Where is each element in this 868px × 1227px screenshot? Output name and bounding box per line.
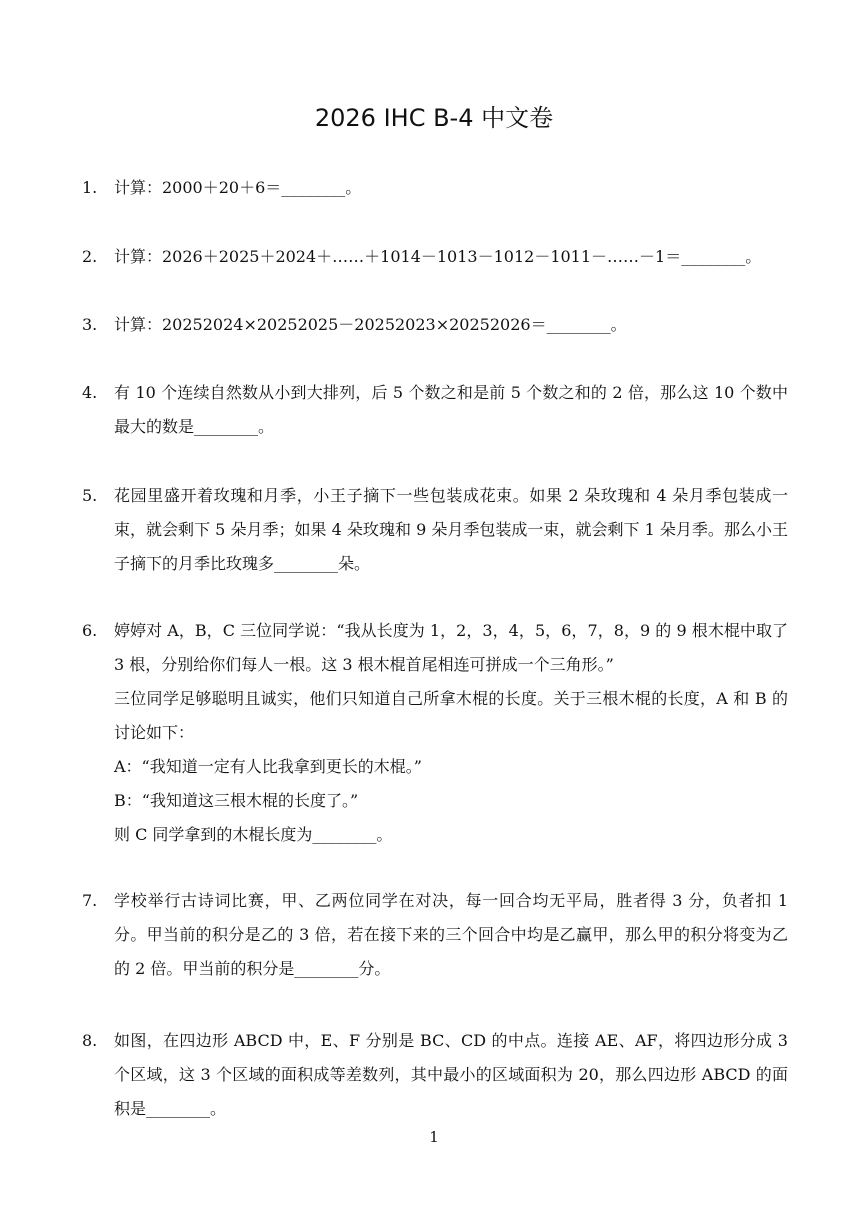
question-number: 6. (82, 621, 98, 640)
question-text: 有 10 个连续自然数从小到大排列，后 5 个数之和是前 5 个数之和的 2 倍，那么这 10 个数中最大的数是________。 (114, 383, 788, 436)
question-text: 计算：2000＋20＋6＝________。 (114, 178, 362, 197)
page-number: 1 (429, 1128, 439, 1146)
question-text: 学校举行古诗词比赛，甲、乙两位同学在对决，每一回合均无平局，胜者得 3 分，负者扣 1 分。甲当前的积分是乙的 3 倍，若在接下来的三个回合中均是乙赢甲，那么甲的积分将变为乙的 2 倍。甲当前的积分是________分。 (114, 891, 788, 978)
question-number: 1. (82, 178, 98, 197)
question-2 (82, 240, 788, 274)
question-4 (82, 376, 788, 444)
question-6 (82, 614, 788, 852)
question-7 (82, 884, 788, 986)
question-number: 8. (82, 1031, 98, 1050)
question-number: 5. (82, 486, 98, 505)
question-text: 计算：20252024×20252025－20252023×20252026＝________。 (114, 315, 627, 334)
question-1 (82, 171, 788, 205)
question-text: 婷婷对 A，B，C 三位同学说：“我从长度为 1，2，3，4，5，6，7，8，9 的 9 根木棍中取了 3 根，分别给你们每人一根。这 3 根木棍首尾相连可拼成一个三角形。” 三位同学足够聪明且诚实，他们只知道自己所拿木棍的长度。关于三根木棍的长度，A 和 B 的讨论如下： A：“我知道一定有人比我拿到更长的木棍。” B：“我知道这三根木棍的长度了。” 则 C 同学拿到的木棍长度为________。 (114, 621, 788, 844)
question-text: 计算：2026＋2025＋2024＋……＋1014－1013－1012－1011－……－1＝________。 (114, 247, 762, 266)
question-5 (82, 479, 788, 581)
question-text: 如图，在四边形 ABCD 中，E、F 分别是 BC、CD 的中点。连接 AE、AF，将四边形分成 3 个区域，这 3 个区域的面积成等差数列，其中最小的区域面积为 20，那么四边形 ABCD 的面积是________。 (114, 1031, 788, 1118)
question-8 (82, 1024, 788, 1126)
question-3 (82, 308, 788, 342)
question-number: 7. (82, 891, 98, 910)
page-title: 2026 IHC B-4 中文卷 (314, 104, 554, 132)
question-text: 花园里盛开着玫瑰和月季，小王子摘下一些包装成花束。如果 2 朵玫瑰和 4 朵月季包装成一束，就会剩下 5 朵月季；如果 4 朵玫瑰和 9 朵月季包装成一束，就会剩下 1 朵月季。那么小王子摘下的月季比玫瑰多________朵。 (114, 486, 788, 573)
question-number: 3. (82, 315, 98, 334)
question-number: 4. (82, 383, 98, 402)
question-number: 2. (82, 247, 98, 266)
